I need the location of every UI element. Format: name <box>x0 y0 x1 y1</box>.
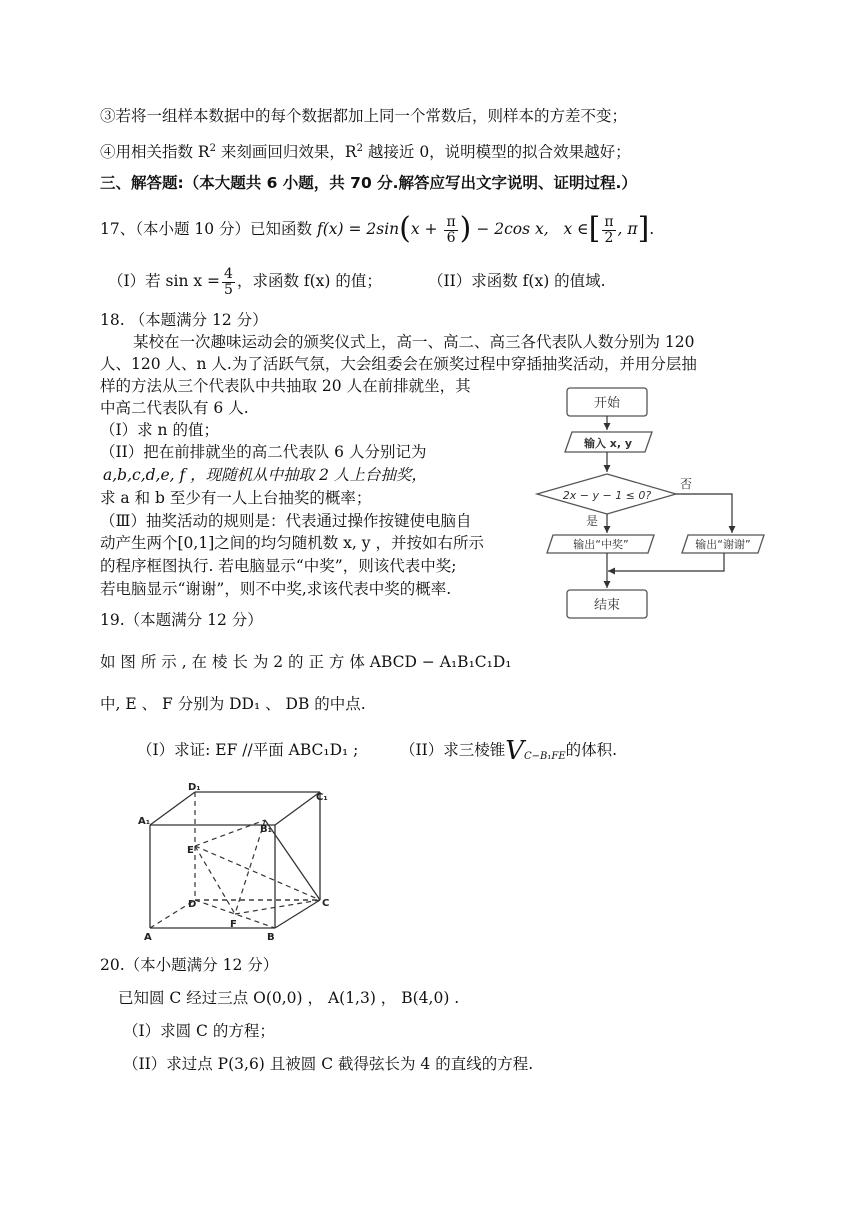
flow-condition-label: 2x − y − 1 ≤ 0? <box>562 489 652 502</box>
q18-part3-line2: 动产生两个[0,1]之间的均匀随机数 x, y ，并按如右所示 <box>100 534 484 552</box>
q20-heading: 20.（本小题满分 12 分） <box>100 956 279 974</box>
q19-line2: 中, E 、 F 分别为 DD₁ 、 DB 的中点. <box>100 695 366 713</box>
label-B: B <box>267 932 275 943</box>
q20-line1: 已知圆 C 经过三点 O(0,0) ， A(1,3) ， B(4,0) . <box>118 989 460 1007</box>
flow-start-label: 开始 <box>593 396 621 411</box>
section-heading: 三、解答题:（本大题共 6 小题，共 70 分.解答应写出文字说明、证明过程.） <box>100 174 637 192</box>
q18-part1: （I）求 n 的值； <box>100 421 219 439</box>
q20-part2: （II）求过点 P(3,6) 且被圆 C 截得弦长为 4 的直线的方程. <box>123 1055 534 1073</box>
q18-part3-line4: 若电脑显示“谢谢”，则不中奖,求该代表中奖的概率. <box>100 580 452 598</box>
label-D1: D₁ <box>188 782 201 793</box>
q18-line1: 某校在一次趣味运动会的颁奖仪式上，高一、高二、高三各代表队人数分别为 120 <box>133 333 695 351</box>
flow-yes-label: 是 <box>586 514 599 528</box>
statement-4: ④用相关指数 $R^2$ 来刻画回归效果，$R^2$ 越接近 0，说明模型的拟合效果越好； <box>100 143 631 162</box>
flowchart <box>520 380 780 630</box>
q19-line1: 如 图 所 示 , 在 棱 长 为 2 的 正 方 体 ABCD − A₁B₁C₁D₁ <box>100 653 512 671</box>
cube-figure <box>130 780 350 950</box>
label-E: E <box>187 845 194 856</box>
label-F: F <box>230 919 237 930</box>
q19-part1: （I）求证: EF //平面 ABC₁D₁ ; <box>137 741 359 759</box>
flow-output-win-label: 输出“中奖” <box>573 538 629 551</box>
label-A: A <box>144 932 152 943</box>
label-D: D <box>188 899 197 910</box>
q18-part2-line3: 求 a 和 b 至少有一人上台抽奖的概率； <box>100 489 372 507</box>
q18-line2: 人、120 人、n 人.为了活跃气氛，大会组委会在颁奖过程中穿插抽奖活动，并用分层抽 <box>100 355 697 373</box>
label-A1: A₁ <box>138 816 151 827</box>
q18-line3: 样的方法从三个代表队中共抽取 20 人在前排就坐，其 <box>100 377 471 395</box>
flow-input-label: 输入 x, y <box>583 437 633 450</box>
q18-part3-line3: 的程序框图执行. 若电脑显示“中奖”，则该代表中奖; <box>100 557 457 575</box>
flow-end-label: 结束 <box>593 598 621 613</box>
q19-heading: 19.（本题满分 12 分） <box>100 611 263 629</box>
q17-statement: 17、（本小题 10 分）已知函数 f(x) = 2sin(x + $\frac{\pi}{6}$ ) − 2cos x, x ∈[ $\frac{\pi}{2}$ , π]. <box>100 211 655 246</box>
label-C: C <box>322 898 330 909</box>
q18-part3-line1: （Ⅲ）抽奖活动的规则是：代表通过操作按键使电脑自 <box>100 512 472 530</box>
q18-heading: 18. （本题满分 12 分） <box>100 311 268 329</box>
q18-part2-line1: （II）把在前排就坐的高二代表队 6 人分别记为 <box>100 443 427 461</box>
statement-3: ③若将一组样本数据中的每个数据都加上同一个常数后，则样本的方差不变； <box>100 107 628 125</box>
q18-part2-line2: a,b,c,d,e, f ，现随机从中抽取 2 人上台抽奖， <box>103 466 427 484</box>
label-B1: B₁ <box>260 824 273 835</box>
q17-part2: （II）求函数 f(x) 的值域. <box>428 272 606 290</box>
q19-part2: （II）求三棱锥$V_{C-B_1FE}$的体积. <box>400 736 618 766</box>
flow-no-label: 否 <box>680 477 693 491</box>
flow-output-thanks-label: 输出“谢谢” <box>695 538 751 551</box>
q20-part1: （I）求圆 C 的方程； <box>123 1022 275 1040</box>
label-C1: C₁ <box>316 792 328 803</box>
q18-line4: 中高二代表队有 6 人. <box>100 399 249 417</box>
q17-part1: （I）若 sin x = $\frac{4}{5}$ ，求函数 f(x) 的值； <box>108 265 382 298</box>
